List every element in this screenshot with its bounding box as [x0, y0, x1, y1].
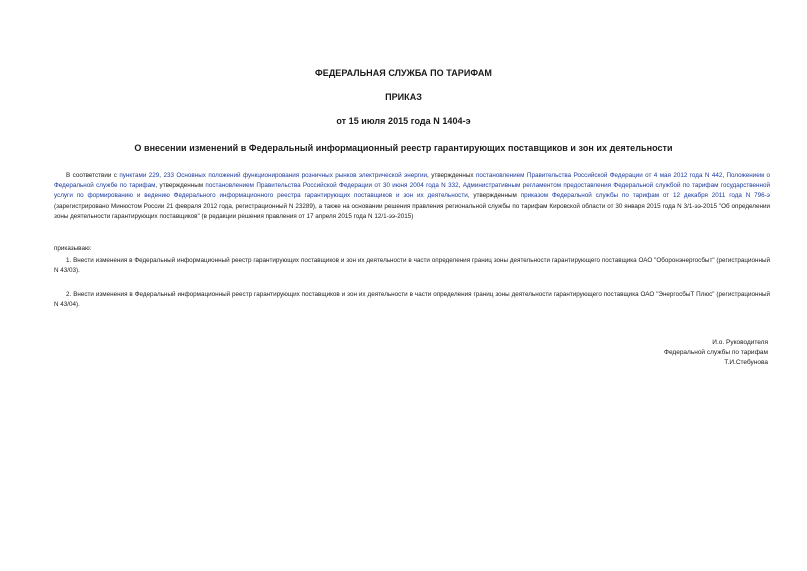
link-administrative-regulation[interactable]: Административным регламентом предоставления Федеральной службой по тарифам государственной услуги по формированию и ведению Федерального информационного реестра гарантирующих поставщиков и зон их деятельности [54, 182, 771, 200]
order-item-text: 2. Внести изменения в Федеральный информационный реестр гарантирующих поставщиков и зон их деятельности в части определения границ зоны деятельности гарантирующего поставщика ОАО "ЭнергосбыТ Плюс" (регистрационный N 43/04). [54, 291, 770, 309]
document-date: от 15 июля 2015 года N 1404-э [336, 116, 471, 126]
link-fst-regulation[interactable]: Положением о Федеральной службе по тарифам [54, 172, 771, 190]
issuing-organization: ФЕДЕРАЛЬНАЯ СЛУЖБА ПО ТАРИФАМ [315, 68, 492, 78]
link-fst-order-796[interactable]: приказом Федеральной службы по тарифам от 12 декабря 2011 года N 796-э [520, 192, 770, 200]
link-government-decree-332[interactable]: постановлением Правительства Российской Федерации от 30 июня 2004 года N 332 [205, 182, 459, 190]
link-clause-229[interactable]: пунктами 229 [119, 172, 160, 179]
link-clause-233-retail-market-rules[interactable]: 233 Основных положений функционирования розничных рынков электрической энергии [163, 172, 428, 179]
document-title: О внесении изменений в Федеральный информационный реестр гарантирующих поставщиков и зон их деятельности [134, 143, 673, 153]
orders-word: приказываю: [54, 245, 92, 252]
order-item-text: 1. Внести изменения в Федеральный информационный реестр гарантирующих поставщиков и зон их деятельности в части определения границ зоны деятельности гарантирующего поставщика ОАО "Оборонэнергосбыт" (регистрационный N 43/03). [54, 257, 770, 275]
signatory-name: Т.И.Стебунова [724, 359, 768, 367]
order-item-2 [54, 290, 770, 310]
link-government-decree-442[interactable]: постановлением Правительства Российской Федерации от 4 мая 2012 года N 442 [475, 172, 723, 179]
preamble-text-part: , [458, 182, 463, 190]
preamble-text-part: В соответствии с [66, 172, 120, 179]
preamble-text-part: , [722, 172, 727, 179]
preamble-text-part: , утвержденным [467, 192, 521, 200]
signatory-organization: Федеральной службы по тарифам [664, 349, 768, 357]
preamble-text-part: , [159, 172, 164, 179]
document-type: ПРИКАЗ [385, 92, 422, 102]
preamble-text-part: , утвержденным [155, 182, 206, 190]
preamble-paragraph [54, 171, 770, 222]
signatory-position: И.о. Руководителя [712, 339, 768, 346]
signature-block [664, 338, 768, 369]
order-item-1 [54, 256, 770, 276]
preamble-text-part: (зарегистрировано Минюстом России 21 февраля 2012 года, регистрационный N 23289), а также на основании решения правления региональной службы по тарифам Кировской области от 30 января 2015 года N 3/1-ээ-2015 "Об определении зоны деятельности гарантирующих поставщиков" (в редакции решения правления от 17 апреля 2015 года N 12/1-ээ-2015) [54, 202, 770, 220]
preamble-text-part: , утвержденных [427, 172, 476, 179]
preamble-text [54, 171, 770, 222]
